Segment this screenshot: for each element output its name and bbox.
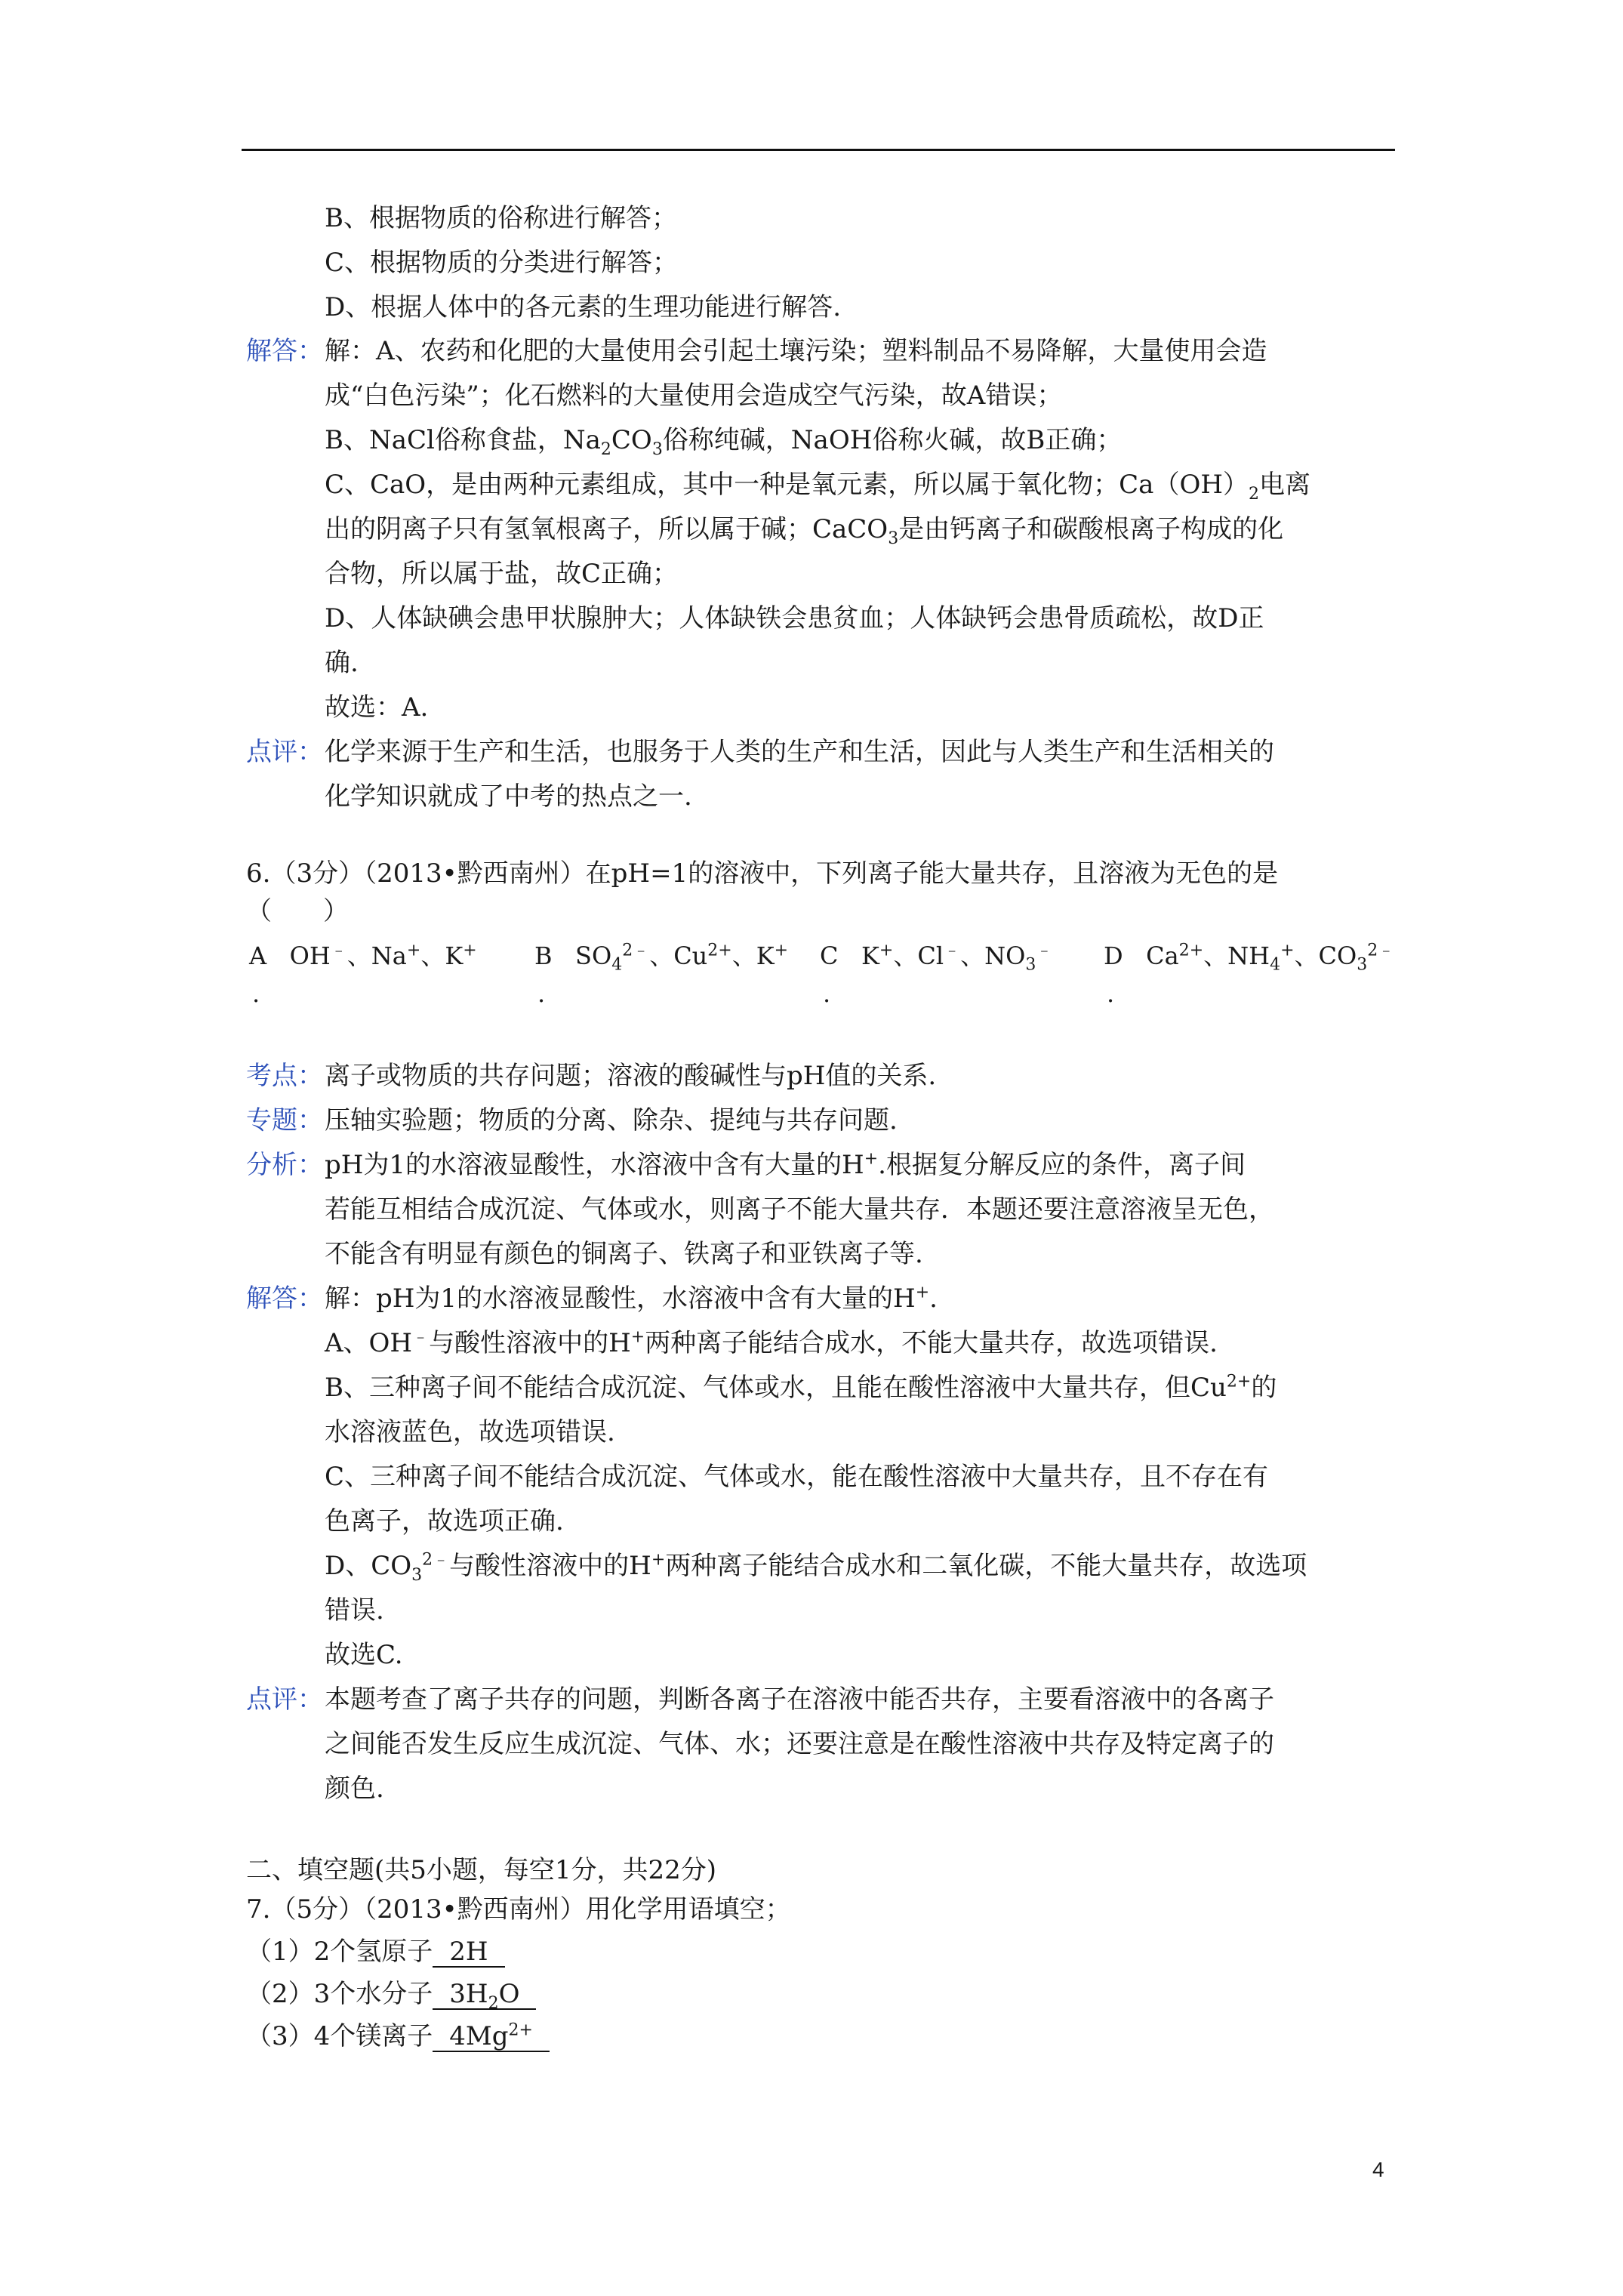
review-line: 之间能否发生反应生成沉淀、气体、水；还要注意是在酸性溶液中共存及特定离子的	[325, 1729, 1274, 1759]
solution-line: B、NaCl俗称食盐，$Na_2CO_3$俗称纯碱，NaOH俗称火碱，故B正确；	[325, 425, 1123, 459]
option-c: C K+、Cl﹣、$NO_3^﹣$	[820, 941, 1053, 975]
solution-line: C、CaO，是由两种元素组成，其中一种是氧元素，所以属于氧化物；$Ca(OH)_2$电离	[325, 470, 1310, 504]
hint-b: B、根据物质的俗称进行解答；	[325, 203, 677, 233]
kaodian-text: 离子或物质的共存问题；溶液的酸碱性与pH值的关系.	[325, 1061, 937, 1091]
review-line: 颜色.	[325, 1774, 384, 1804]
analysis-line: pH为1的水溶液显酸性，水溶液中含有大量的H+.根据复分解反应的条件，离子间	[325, 1149, 1246, 1180]
fill-item-1: （1）2个氢原子 2H	[246, 1939, 505, 1968]
solution-line: 故选：A.	[325, 692, 429, 723]
option-d: D $Ca^{2+}$、$NH_4^+$、$CO_3^{2﹣}$	[1104, 941, 1395, 975]
question-stem: 7.（5分）（2013•黔西南州）用化学用语填空；	[246, 1894, 791, 1925]
question-stem-bracket: （ ）	[246, 896, 349, 926]
option-a: A OH﹣、Na+、K+	[249, 941, 477, 970]
solution-line: 解：pH为1的水溶液显酸性，水溶液中含有大量的H+.	[325, 1283, 938, 1314]
hint-c: C、根据物质的分类进行解答；	[325, 248, 679, 278]
solution-line: 解：A、农药和化肥的大量使用会引起土壤污染；塑料制品不易降解，大量使用会造	[325, 336, 1267, 366]
page-number: 4	[1372, 2158, 1384, 2181]
kaodian-label: 考点：	[246, 1061, 323, 1091]
solution-line: 确.	[325, 648, 359, 678]
option-a-dot: .	[252, 979, 260, 1008]
solution-line: D、人体缺碘会患甲状腺肿大；人体缺铁会患贫血；人体缺钙会患骨质疏松，故D正	[325, 603, 1264, 633]
jieda-label: 解答：	[246, 336, 323, 366]
review-line: 化学来源于生产和生活，也服务于人类的生产和生活，因此与人类生产和生活相关的	[325, 737, 1274, 767]
answer-blank: $4Mg^{2+}$	[433, 2023, 550, 2052]
section-heading: 二、填空题(共5小题，每空1分，共22分)	[246, 1855, 717, 1885]
solution-line: A、OH﹣与酸性溶液中的H+两种离子能结合成水，不能大量共存，故选项错误.	[325, 1327, 1218, 1358]
header-rule	[242, 149, 1395, 151]
option-c-dot: .	[823, 979, 831, 1008]
review-line: 化学知识就成了中考的热点之一.	[325, 781, 692, 812]
analysis-line: 若能互相结合成沉淀、气体或水，则离子不能大量共存．本题还要注意溶液呈无色，	[325, 1194, 1274, 1225]
solution-line: 合物，所以属于盐，故C正确；	[325, 559, 679, 589]
hint-d: D、根据人体中的各元素的生理功能进行解答.	[325, 292, 842, 322]
zhuanti-text: 压轴实验题；物质的分离、除杂、提纯与共存问题.	[325, 1105, 898, 1136]
solution-line: 水溶液蓝色，故选项错误.	[325, 1417, 615, 1447]
dianping-label: 点评：	[246, 737, 323, 767]
question-stem: 6.（3分）（2013•黔西南州）在pH=1的溶液中，下列离子能大量共存，且溶液为无色的是	[246, 858, 1279, 889]
option-b-dot: .	[537, 979, 546, 1008]
solution-line: D、$CO_3^{2﹣}$与酸性溶液中的H+两种离子能结合成水和二氧化碳，不能大量共存，故选项	[325, 1550, 1307, 1585]
answer-blank: $3H_2O$	[433, 1981, 536, 2010]
option-d-dot: .	[1107, 979, 1115, 1008]
analysis-line: 不能含有明显有颜色的铜离子、铁离子和亚铁离子等.	[325, 1239, 923, 1269]
fenxi-label: 分析：	[246, 1150, 323, 1180]
option-b: B $SO_4^{2﹣}$、$Cu^{2+}$、K+	[534, 941, 789, 975]
solution-line: B、三种离子间不能结合成沉淀、气体或水，且能在酸性溶液中大量共存，但$Cu^{2+}$的	[325, 1372, 1277, 1403]
solution-line: 成“白色污染”；化石燃料的大量使用会造成空气污染，故A错误；	[325, 381, 1063, 411]
solution-line: 色离子，故选项正确.	[325, 1506, 564, 1536]
solution-line: 故选C.	[325, 1640, 403, 1670]
fill-item-2: （2）3个水分子 $3H_2O$	[246, 1981, 536, 2010]
zhuanti-label: 专题：	[246, 1105, 323, 1136]
solution-line: C、三种离子间不能结合成沉淀、气体或水，能在酸性溶液中大量共存，且不存在有	[325, 1462, 1269, 1492]
dianping-label: 点评：	[246, 1684, 323, 1715]
solution-line: 出的阴离子只有氢氧根离子，所以属于碱；CaCO$_3$是由钙离子和碳酸根离子构成的化	[325, 514, 1284, 548]
review-line: 本题考查了离子共存的问题，判断各离子在溶液中能否共存，主要看溶液中的各离子	[325, 1684, 1274, 1715]
jieda-label: 解答：	[246, 1284, 323, 1314]
fill-item-3: （3）4个镁离子 $4Mg^{2+}$	[246, 2023, 550, 2052]
solution-line: 错误.	[325, 1595, 384, 1626]
answer-blank: 2H	[433, 1939, 504, 1968]
